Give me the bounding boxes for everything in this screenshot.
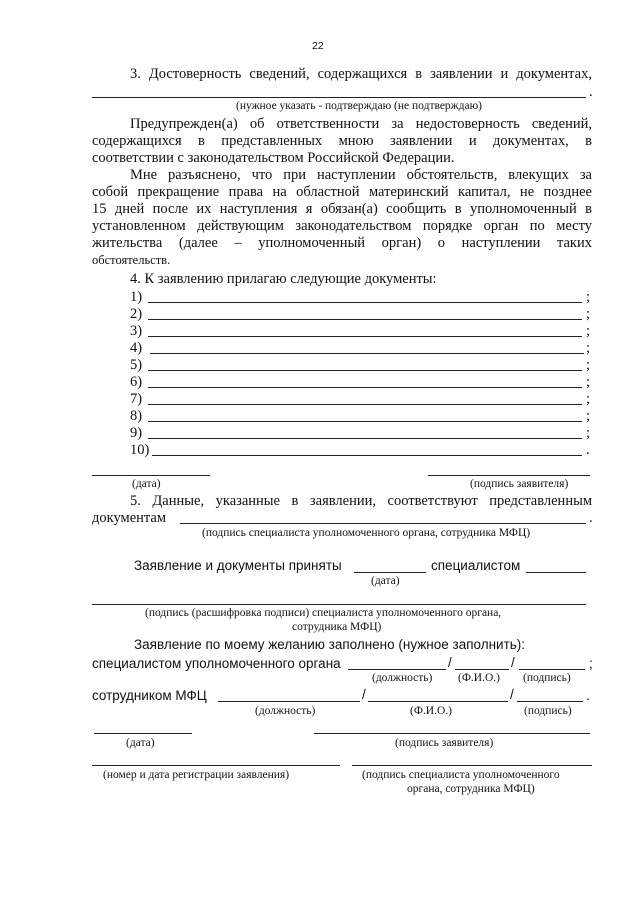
explained-line-6: обстоятельств.	[92, 253, 171, 267]
section3-hint: (нужное указать - подтверждаю (не подтверждаю)	[236, 100, 483, 112]
specialist-signature-label-1: (подпись специалиста уполномоченного	[362, 769, 560, 781]
doc-item-number: 1)	[130, 289, 143, 305]
page-number: 22	[312, 40, 324, 52]
applicant-signature-label: (подпись заявителя)	[395, 737, 494, 749]
doc-item-end: ;	[586, 323, 591, 339]
section5-hint: (подпись специалиста уполномоченного органа, сотрудника МФЦ)	[202, 527, 531, 539]
doc-item-number: 2)	[130, 306, 143, 322]
slash: /	[511, 655, 515, 670]
warning-line-2: содержащихся в представленных мною заявлении и документах, в	[92, 133, 592, 149]
doc-item-line[interactable]	[148, 404, 582, 405]
fio-label: (Ф.И.О.)	[458, 672, 500, 684]
position-label: (должность)	[255, 705, 316, 717]
doc-item-number: 6)	[130, 374, 143, 390]
accepted-date-line[interactable]	[354, 572, 426, 573]
accepted-signature-line[interactable]	[92, 604, 586, 605]
doc-item-line[interactable]	[148, 336, 582, 337]
doc-item-number: 9)	[130, 425, 143, 441]
doc-item-end: ;	[586, 357, 591, 373]
mfc-position-line[interactable]	[218, 701, 360, 702]
applicant-signature-label: (подпись заявителя)	[470, 478, 569, 490]
position-label: (должность)	[372, 672, 433, 684]
doc-item-number: 3)	[130, 323, 143, 339]
doc-item-end: ;	[586, 408, 591, 424]
section3-input-line[interactable]	[92, 97, 586, 98]
warning-line-3: соответствии с законодательством Российской Федерации.	[92, 150, 455, 166]
section3-end-dot: .	[589, 84, 593, 100]
doc-item-end: .	[586, 442, 590, 458]
accepted-hint-1: (подпись (расшифровка подписи) специалиста уполномоченного органа,	[145, 607, 502, 619]
doc-item-end: ;	[586, 374, 591, 390]
doc-item-line[interactable]	[152, 455, 582, 456]
explained-paragraph	[92, 167, 592, 269]
fio-label: (Ф.И.О.)	[410, 705, 452, 717]
slash: /	[362, 687, 366, 702]
doc-item-line[interactable]	[148, 438, 582, 439]
doc-item-end: ;	[586, 340, 591, 356]
explained-line-4: установленном действующим законодательством порядке орган по месту	[92, 218, 592, 234]
section5-signature-line[interactable]	[180, 523, 586, 524]
warning-line-1: Предупрежден(а) об ответственности за недостоверность сведений,	[130, 116, 592, 132]
section5-line2: документам	[92, 510, 167, 526]
specialist-signature-label-2: органа, сотрудника МФЦ)	[407, 783, 535, 795]
doc-item-line[interactable]	[148, 302, 582, 303]
section5-end-dot: .	[589, 510, 593, 526]
applicant-signature-line[interactable]	[314, 733, 590, 734]
doc-item-line[interactable]	[150, 353, 584, 354]
explained-line-3: 15 дней после их наступления я обязан(а) сообщить в уполномоченный в	[92, 201, 592, 217]
doc-item-number: 10)	[130, 442, 150, 458]
mfc-fio-line[interactable]	[368, 701, 508, 702]
filled-specialist-label: специалистом уполномоченного органа	[92, 656, 341, 671]
registration-label: (номер и дата регистрации заявления)	[103, 769, 290, 781]
section5-line1: 5. Данные, указанные в заявлении, соответствуют представленным	[130, 493, 592, 509]
applicant-signature-line[interactable]	[428, 475, 590, 476]
accepted-specialist-line[interactable]	[526, 572, 586, 573]
doc-item-number: 5)	[130, 357, 143, 373]
section4-heading: 4. К заявлению прилагаю следующие документы:	[130, 271, 437, 287]
doc-item-number: 7)	[130, 391, 143, 407]
doc-item-number: 8)	[130, 408, 143, 424]
date-line[interactable]	[94, 733, 192, 734]
explained-line-1: Мне разъяснено, что при наступлении обстоятельств, влекущих за	[130, 167, 592, 183]
doc-item-end: ;	[586, 306, 591, 322]
doc-item-end: ;	[586, 425, 591, 441]
date-line[interactable]	[92, 475, 210, 476]
signature-label: (подпись)	[524, 705, 572, 717]
mfc-end: .	[586, 688, 590, 703]
specialist-fio-line[interactable]	[455, 669, 509, 670]
warning-paragraph	[92, 116, 592, 167]
slash: /	[510, 687, 514, 702]
doc-item-line[interactable]	[148, 319, 582, 320]
filled-heading: Заявление по моему желанию заполнено (нужное заполнить):	[134, 637, 526, 652]
explained-line-5: жительства (далее – уполномоченный орган) о наступлении таких	[92, 235, 592, 251]
signature-label: (подпись)	[523, 672, 571, 684]
doc-item-line[interactable]	[148, 370, 582, 371]
registration-line[interactable]	[92, 765, 340, 766]
accepted-hint-2: сотрудника МФЦ)	[292, 621, 382, 633]
specialist-end: ;	[589, 656, 593, 671]
doc-item-line[interactable]	[148, 387, 582, 388]
accepted-text: Заявление и документы приняты	[134, 558, 342, 573]
doc-item-line[interactable]	[148, 421, 582, 422]
section3-text: 3. Достоверность сведений, содержащихся в заявлении и документах,	[130, 66, 592, 82]
filled-mfc-label: сотрудником МФЦ	[92, 688, 207, 703]
accepted-date-label: (дата)	[371, 575, 400, 587]
explained-line-2: собой прекращение права на областной материнский капитал, не позднее	[92, 184, 592, 200]
doc-item-end: ;	[586, 391, 591, 407]
specialist-signature-line[interactable]	[352, 765, 592, 766]
doc-item-number: 4)	[130, 340, 143, 356]
specialist-signature-line[interactable]	[519, 669, 585, 670]
slash: /	[448, 655, 452, 670]
accepted-by: специалистом	[431, 558, 521, 573]
date-label: (дата)	[132, 478, 161, 490]
doc-item-end: ;	[586, 289, 591, 305]
specialist-position-line[interactable]	[348, 669, 446, 670]
date-label: (дата)	[126, 737, 155, 749]
mfc-signature-line[interactable]	[517, 701, 583, 702]
